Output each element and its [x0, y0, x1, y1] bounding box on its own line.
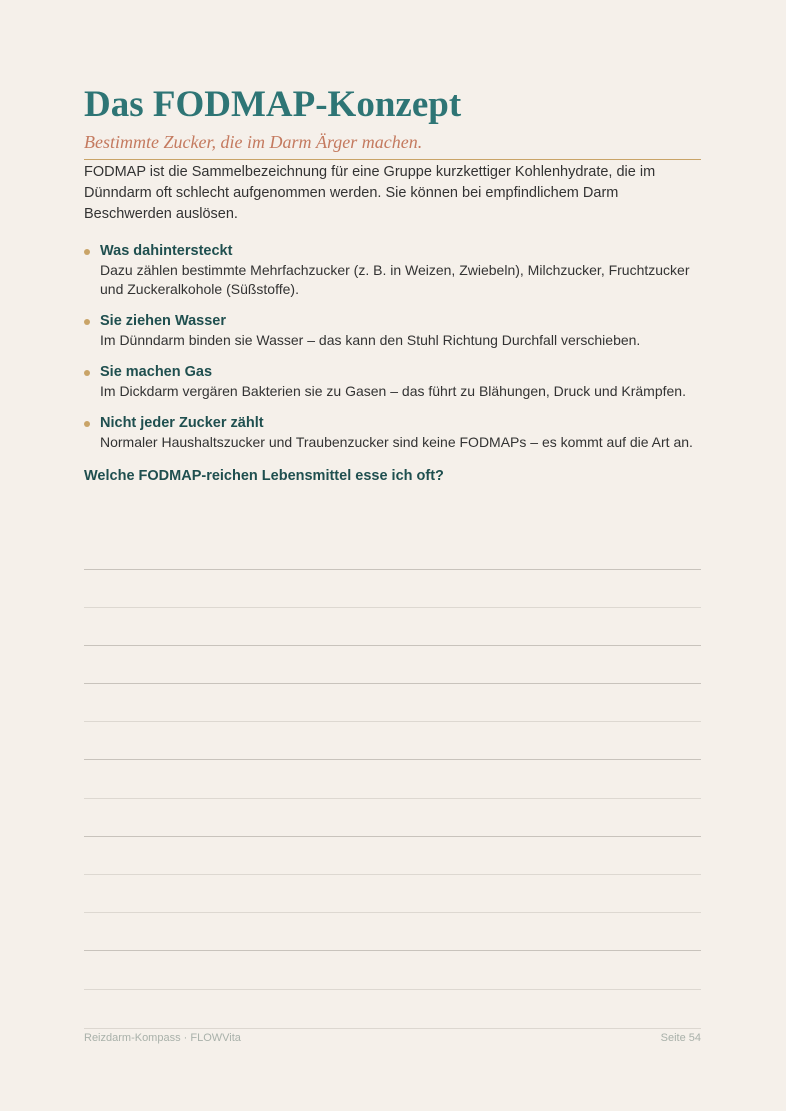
writing-line[interactable]: [84, 569, 701, 570]
writing-line[interactable]: [84, 912, 701, 913]
writing-line[interactable]: [84, 721, 701, 722]
writing-line[interactable]: [84, 607, 701, 608]
bullet-dot-icon: [84, 249, 90, 255]
bullet-text: Im Dünndarm binden sie Wasser – das kann den Stuhl Richtung Durchfall verschieben.: [100, 332, 641, 348]
writing-line[interactable]: [84, 683, 701, 684]
bullet-title: Nicht jeder Zucker zählt: [100, 415, 264, 431]
writing-line[interactable]: [84, 874, 701, 875]
bullet-dot-icon: [84, 421, 90, 427]
list-item: [84, 242, 701, 299]
footer-divider: [84, 1028, 701, 1029]
list-item: [84, 363, 701, 401]
list-item: [84, 312, 701, 350]
bullet-text: Dazu zählen bestimmte Mehrfachzucker (z. B. in Weizen, Zwiebeln), Milchzucker, Fruchtzucker und Zuckeralkohole (Süßstoffe).: [100, 262, 690, 297]
list-item: [84, 414, 701, 452]
content: [84, 82, 701, 486]
bullet-dot-icon: [84, 370, 90, 376]
writing-line[interactable]: [84, 798, 701, 799]
bullet-text: Im Dickdarm vergären Bakterien sie zu Gasen – das führt zu Blähungen, Druck und Krämpfen.: [100, 383, 686, 399]
page-subtitle: Bestimmte Zucker, die im Darm Ärger machen.: [84, 132, 423, 152]
bullet-title: Was dahintersteckt: [100, 243, 233, 259]
bullet-dot-icon: [84, 319, 90, 325]
worksheet-question: Welche FODMAP-reichen Lebensmittel esse ich oft?: [84, 468, 444, 484]
footer-publication: Reizdarm-Kompass · FLOWVita: [84, 1032, 241, 1044]
title-divider: [84, 159, 701, 160]
writing-line[interactable]: [84, 989, 701, 990]
bullet-text: Normaler Haushaltszucker und Traubenzucker sind keine FODMAPs – es kommt auf die Art an.: [100, 434, 693, 450]
writing-line[interactable]: [84, 645, 701, 646]
page-number: Seite 54: [660, 1032, 701, 1044]
writing-line[interactable]: [84, 836, 701, 837]
intro-paragraph: FODMAP ist die Sammelbezeichnung für eine Gruppe kurzkettiger Kohlenhydrate, die im Dünndarm oft schlecht aufgenommen werden. Sie können bei empfindlichem Darm Beschwerden auslösen.: [84, 164, 656, 222]
writing-line[interactable]: [84, 950, 701, 951]
page-title: Das FODMAP-Konzept: [84, 84, 462, 125]
bullet-title: Sie machen Gas: [100, 364, 213, 380]
writing-line[interactable]: [84, 759, 701, 760]
bullet-list: [84, 242, 701, 452]
bullet-title: Sie ziehen Wasser: [100, 313, 226, 329]
